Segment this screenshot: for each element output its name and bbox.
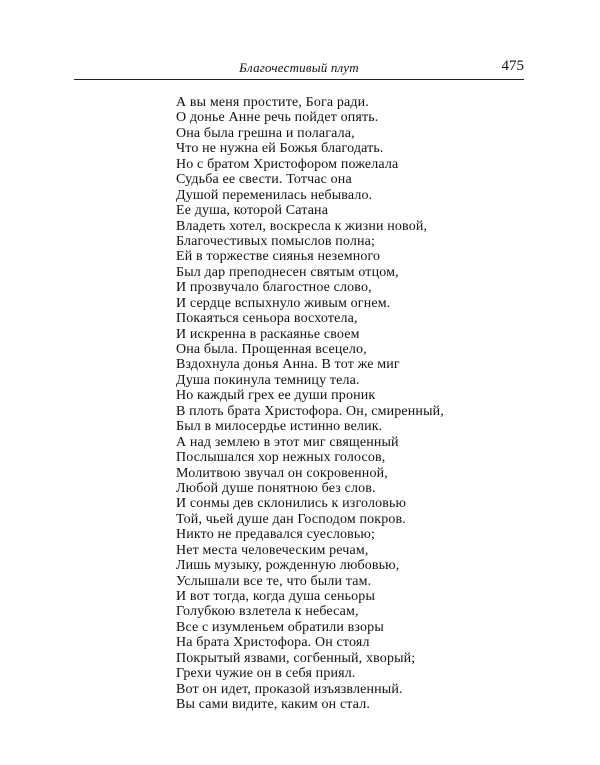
- poem-line: Услышали все те, что были там.: [176, 573, 372, 589]
- poem-line: Судьба ее свести. Тотчас она: [176, 172, 352, 188]
- poem-line: Душа покинула темницу тела.: [176, 372, 360, 388]
- poem-line: Душой переменилась небывало.: [176, 187, 373, 203]
- header-rule: [74, 79, 524, 80]
- poem-line: А вы меня простите, Бога ради.: [176, 95, 369, 110]
- poem-line: Был в милосердье истинно велик.: [176, 419, 383, 435]
- poem-line: И вот тогда, когда душа сеньоры: [176, 589, 375, 604]
- running-title: Благочестивый плут: [239, 60, 359, 75]
- poem-line: На брата Христофора. Он стоял: [176, 635, 370, 651]
- poem-line: Владеть хотел, воскресла к жизни новой,: [176, 218, 428, 234]
- poem-line: Послышался хор нежных голосов,: [176, 450, 386, 466]
- poem-line: Лишь музыку, рожденную любовью,: [176, 558, 400, 574]
- poem-line: Был дар преподнесен святым отцом,: [176, 264, 399, 280]
- poem-line: Никто не предавался суесловью;: [176, 527, 376, 543]
- poem-line: Голубкою взлетела к небесам,: [176, 604, 359, 620]
- poem-line: А над землею в этот миг священный: [176, 434, 399, 450]
- poem-line: И сонмы дев склонились к изголовью: [176, 496, 407, 512]
- poem-line: Все с изумленьем обратили взоры: [176, 619, 384, 635]
- poem-line: Молитвою звучал он сокровенной,: [176, 465, 388, 481]
- poem-line: Она была. Прощенная всецело,: [176, 342, 367, 357]
- poem-line: Вы сами видите, каким он стал.: [176, 697, 371, 713]
- poem-line: Грехи чужие он в себя приял.: [176, 666, 356, 682]
- poem-line: В плоть брата Христофора. Он, смиренный,: [176, 403, 444, 419]
- page-header: [74, 58, 524, 80]
- poem-line: И сердце вспыхнуло живым огнем.: [176, 295, 391, 311]
- poem-line: Но каждый грех ее души проник: [176, 388, 376, 404]
- poem-line: И прозвучало благостное слово,: [176, 280, 372, 296]
- poem-line: Ей в торжестве сиянья неземного: [176, 249, 381, 265]
- poem-line: Той, чьей душе дан Господом покров.: [176, 511, 406, 527]
- poem-line: Покаяться сеньора восхотела,: [176, 311, 358, 327]
- poem-line: Любой душе понятною без слов.: [176, 480, 376, 496]
- poem-text: [176, 95, 444, 713]
- poem-line: О донье Анне речь пойдет опять.: [176, 110, 379, 126]
- page-number: 475: [501, 58, 524, 74]
- poem-line: Она была грешна и полагала,: [176, 125, 355, 141]
- poem-line: Нет места человеческим речам,: [176, 542, 369, 558]
- poem-line: Вот он идет, проказой изъязвленный.: [176, 681, 403, 697]
- poem-line: Что не нужна ей Божья благодать.: [176, 141, 384, 157]
- poem-line: Покрытый язвами, согбенный, хворый;: [176, 650, 416, 666]
- poem-line: Но с братом Христофором пожелала: [176, 156, 399, 172]
- poem-line: Вздохнула донья Анна. В тот же миг: [176, 357, 400, 373]
- poem-line: Благочестивых помыслов полна;: [176, 233, 376, 249]
- poem-line: И искренна в раскаянье своем: [176, 326, 360, 342]
- poem-line: Ее душа, которой Сатана: [176, 203, 329, 219]
